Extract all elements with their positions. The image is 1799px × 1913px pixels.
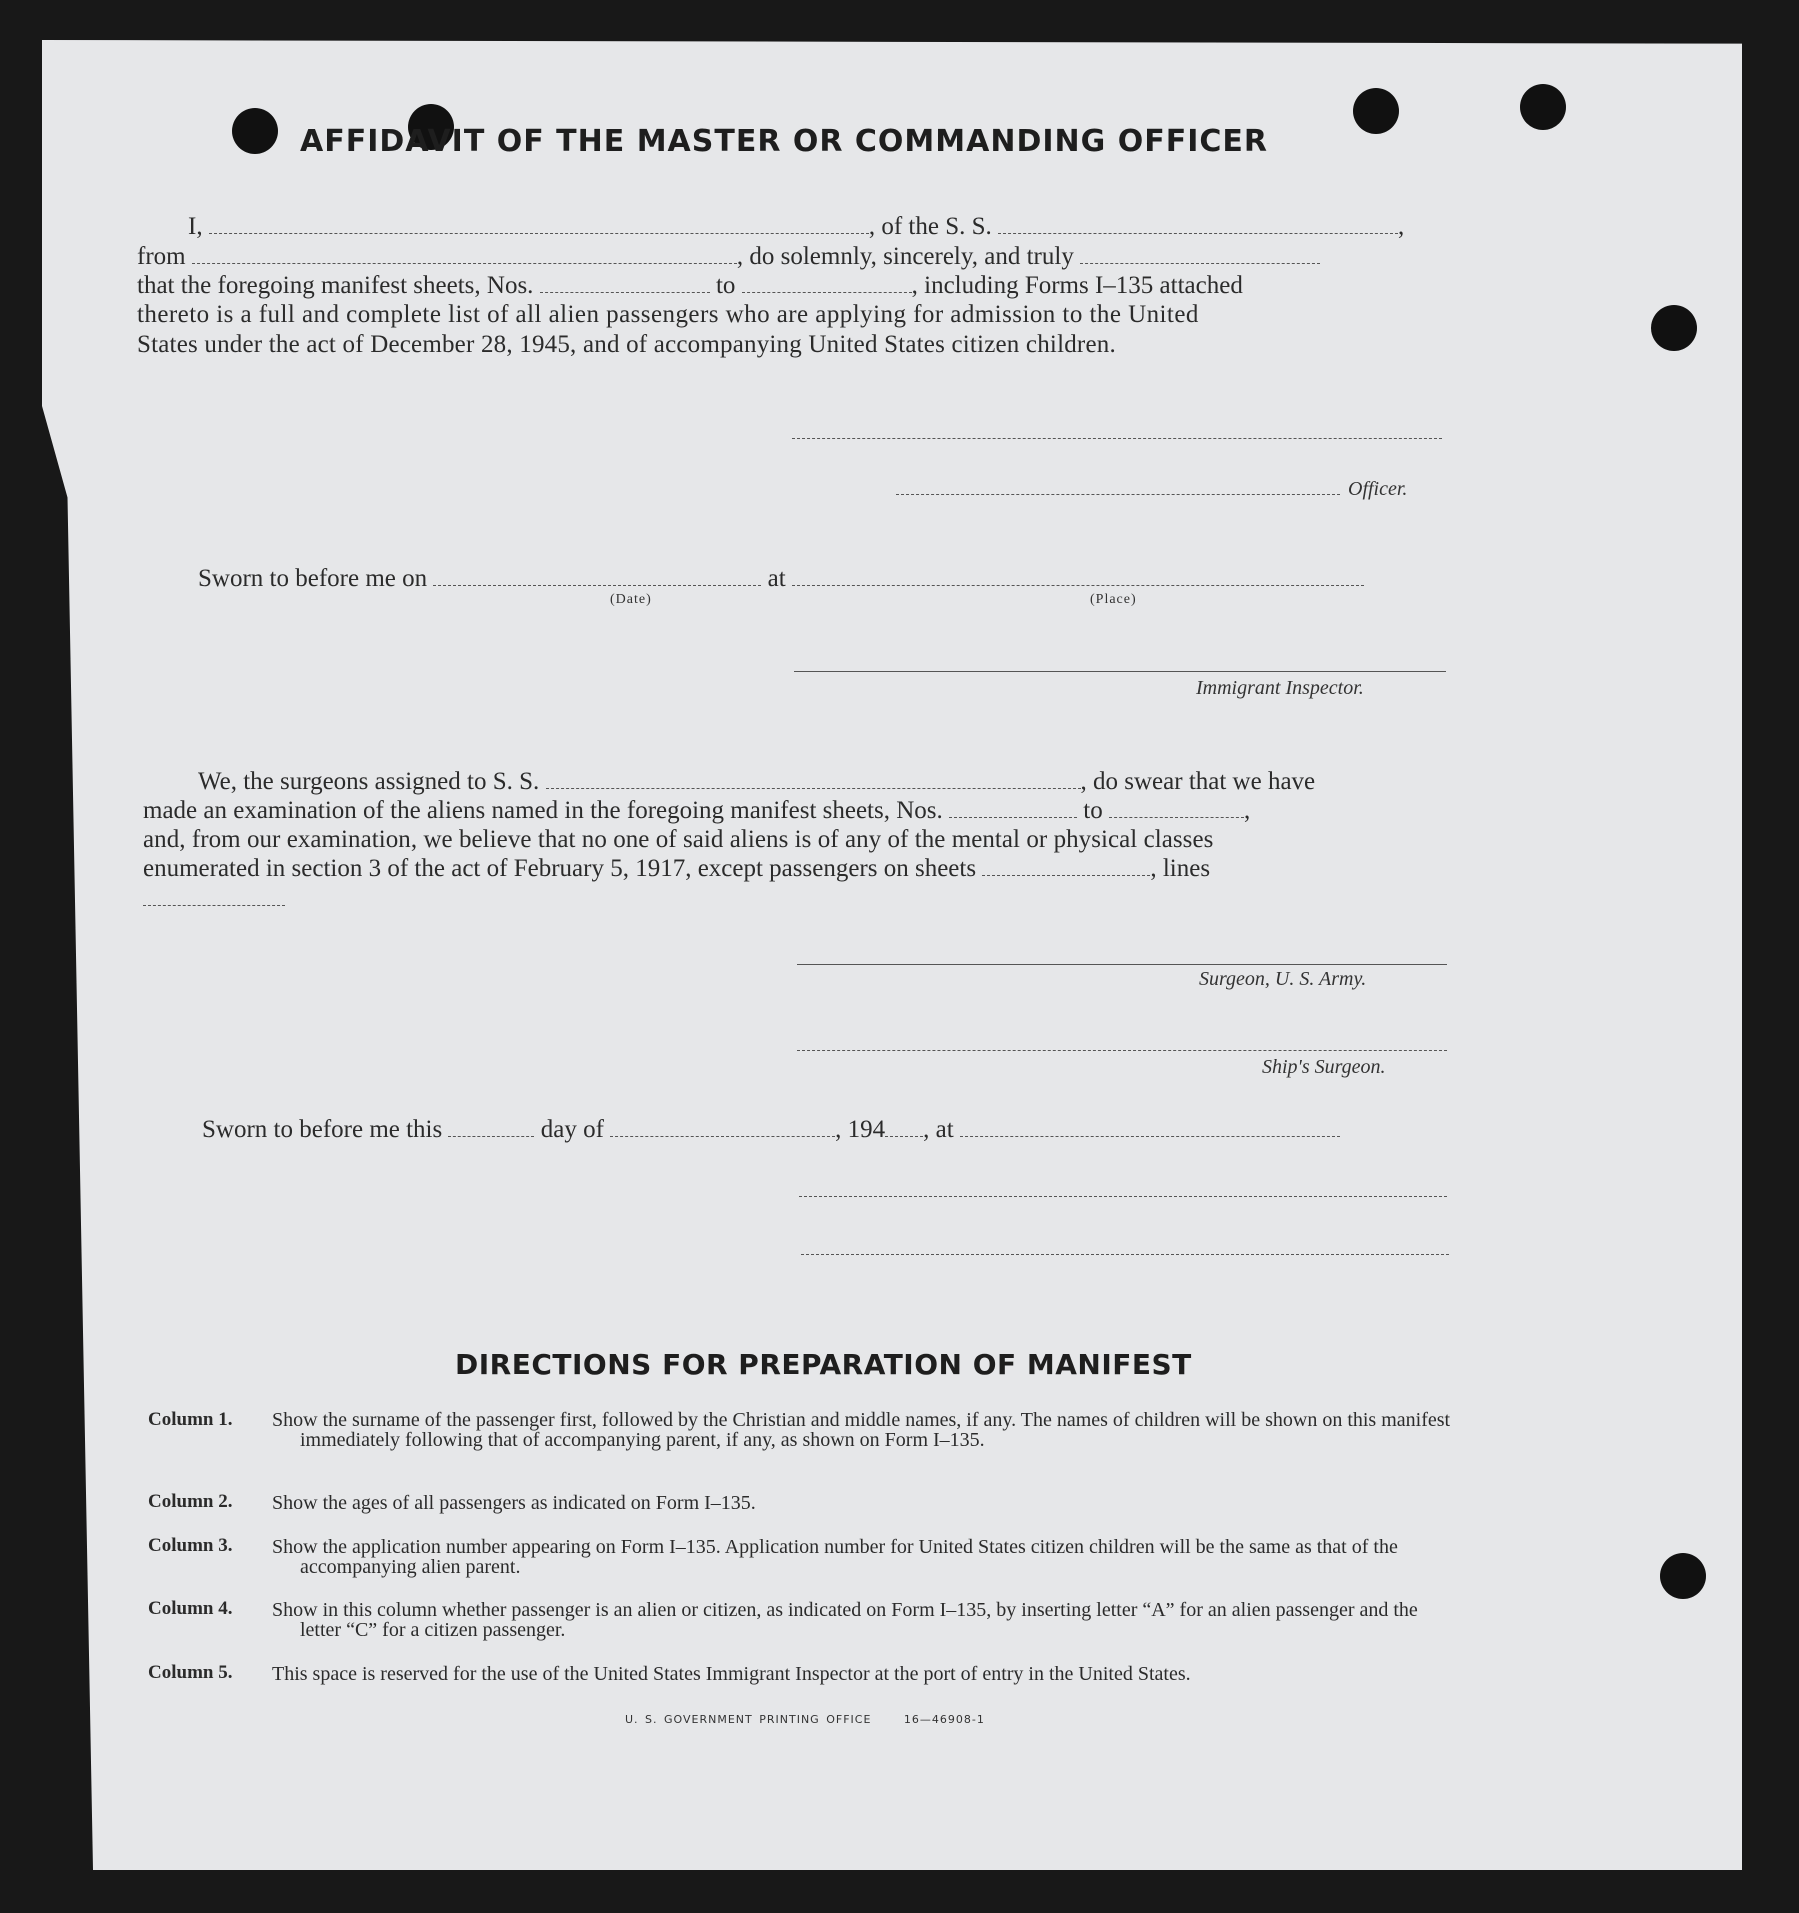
column-4-label: Column 4. — [148, 1598, 233, 1619]
except-sheets-blank[interactable] — [982, 855, 1150, 876]
punch-hole — [1651, 305, 1697, 351]
surgeon-sheet-to-blank[interactable] — [1109, 797, 1244, 818]
date-label: (Date) — [610, 592, 652, 607]
punch-hole — [1660, 1553, 1706, 1599]
text: , of the S. S. — [868, 213, 992, 240]
ship-surgeon-label: Ship's Surgeon. — [1262, 1056, 1386, 1078]
affidavit-line-2 — [137, 243, 1320, 271]
affidavit-line-1 — [188, 213, 1404, 241]
column-1-text — [272, 1410, 1454, 1450]
punch-hole — [1353, 88, 1399, 134]
inspector-signature-line[interactable] — [794, 671, 1446, 672]
text: Sworn to before me this — [202, 1116, 443, 1143]
affidavit-title: AFFIDAVIT OF THE MASTER OR COMMANDING OFFICER — [300, 124, 1268, 159]
form-code: 16—46908-1 — [903, 1713, 985, 1726]
surgeons-line-3: and, from our examination, we believe that no one of said aliens is of any of the mental or physical classes — [143, 826, 1214, 853]
surgeon-ship-blank[interactable] — [546, 768, 1081, 789]
signature-line[interactable] — [801, 1254, 1449, 1255]
affidavit-line-5: States under the act of December 28, 1945, and of accompanying United States citizen children. — [137, 331, 1116, 358]
affidavit-line-3 — [137, 272, 1243, 300]
text: , — [1243, 797, 1251, 824]
inspector-label: Immigrant Inspector. — [1196, 677, 1364, 699]
column-5-label: Column 5. — [148, 1662, 233, 1683]
text: , at — [923, 1116, 954, 1143]
surgeons-line-4 — [143, 855, 1210, 883]
text: Sworn to before me on — [198, 565, 428, 592]
punch-hole — [232, 108, 278, 154]
column-3-text — [272, 1537, 1454, 1577]
sheet-from-blank[interactable] — [540, 272, 710, 293]
text: to — [1083, 797, 1103, 824]
text: Show the surname of the passenger first, followed by the Christian and middle names, if any. The names of children will be shown on this manifest immediately following that of accompanying parent, if any, as shown on Form I–135. — [272, 1409, 1451, 1451]
text: , lines — [1150, 855, 1211, 882]
affidavit-line-4: thereto is a full and complete list of all alien passengers who are applying for admission to the United — [137, 301, 1199, 328]
text: , — [1398, 213, 1405, 240]
ship-blank[interactable] — [998, 213, 1398, 234]
sworn-line-2 — [202, 1116, 1340, 1144]
text: to — [715, 272, 736, 299]
from-blank[interactable] — [192, 243, 737, 264]
signature-line[interactable] — [799, 1196, 1447, 1197]
text: day of — [540, 1116, 604, 1143]
army-surgeon-signature-line[interactable] — [797, 964, 1447, 965]
month-blank[interactable] — [610, 1116, 835, 1137]
ship-surgeon-signature-line[interactable] — [797, 1050, 1447, 1051]
column-2-text — [272, 1493, 1454, 1513]
officer-label: Officer. — [1348, 478, 1408, 500]
surgeons-line-1 — [198, 768, 1315, 796]
name-blank[interactable] — [209, 213, 869, 234]
text: , 194 — [835, 1116, 886, 1143]
place-blank[interactable] — [792, 565, 1364, 586]
lines-blank[interactable] — [143, 905, 285, 906]
text: This space is reserved for the use of the United States Immigrant Inspector at the port of entry in the United States. — [272, 1663, 1191, 1685]
year-blank[interactable] — [885, 1116, 923, 1137]
column-4-text — [272, 1600, 1454, 1640]
printer-name: U. S. GOVERNMENT PRINTING OFFICE — [625, 1713, 872, 1726]
column-2-label: Column 2. — [148, 1491, 233, 1512]
text: , do swear that we have — [1080, 768, 1316, 795]
text: enumerated in section 3 of the act of February 5, 1917, except passengers on sheets — [143, 855, 977, 882]
officer-signature-line[interactable] — [792, 438, 1442, 439]
sheet-to-blank[interactable] — [742, 272, 912, 293]
text: that the foregoing manifest sheets, Nos. — [137, 272, 534, 299]
surgeons-line-2 — [143, 797, 1250, 825]
column-5-text — [272, 1664, 1454, 1684]
text: , including Forms I–135 attached — [911, 272, 1243, 299]
surgeon-sheet-from-blank[interactable] — [949, 797, 1077, 818]
punch-hole — [1520, 84, 1566, 130]
text: We, the surgeons assigned to S. S. — [198, 768, 540, 795]
at-blank[interactable] — [960, 1116, 1340, 1137]
sworn-line-1 — [198, 565, 1364, 593]
printer-footer — [625, 1713, 985, 1726]
column-3-label: Column 3. — [148, 1535, 233, 1556]
text: at — [767, 565, 786, 592]
place-label: (Place) — [1090, 592, 1137, 607]
officer-name-line[interactable] — [896, 494, 1340, 495]
date-blank[interactable] — [433, 565, 761, 586]
column-1-label: Column 1. — [148, 1409, 233, 1430]
text: , do solemnly, sincerely, and truly — [736, 243, 1074, 270]
army-surgeon-label: Surgeon, U. S. Army. — [1199, 968, 1367, 990]
text: Show in this column whether passenger is an alien or citizen, as indicated on Form I–135, by inserting letter “A” for an alien passenger and the letter “C” for a citizen passenger. — [272, 1599, 1418, 1641]
text: made an examination of the aliens named in the foregoing manifest sheets, Nos. — [143, 797, 943, 824]
text: Show the ages of all passengers as indicated on Form I–135. — [272, 1492, 756, 1514]
oath-blank[interactable] — [1080, 243, 1320, 264]
text: I, — [188, 213, 203, 240]
day-blank[interactable] — [448, 1116, 534, 1137]
directions-title: DIRECTIONS FOR PREPARATION OF MANIFEST — [455, 1348, 1192, 1381]
text: from — [137, 243, 186, 270]
text: Show the application number appearing on Form I–135. Application number for United States citizen children will be the same as that of the accompanying alien parent. — [272, 1536, 1398, 1578]
